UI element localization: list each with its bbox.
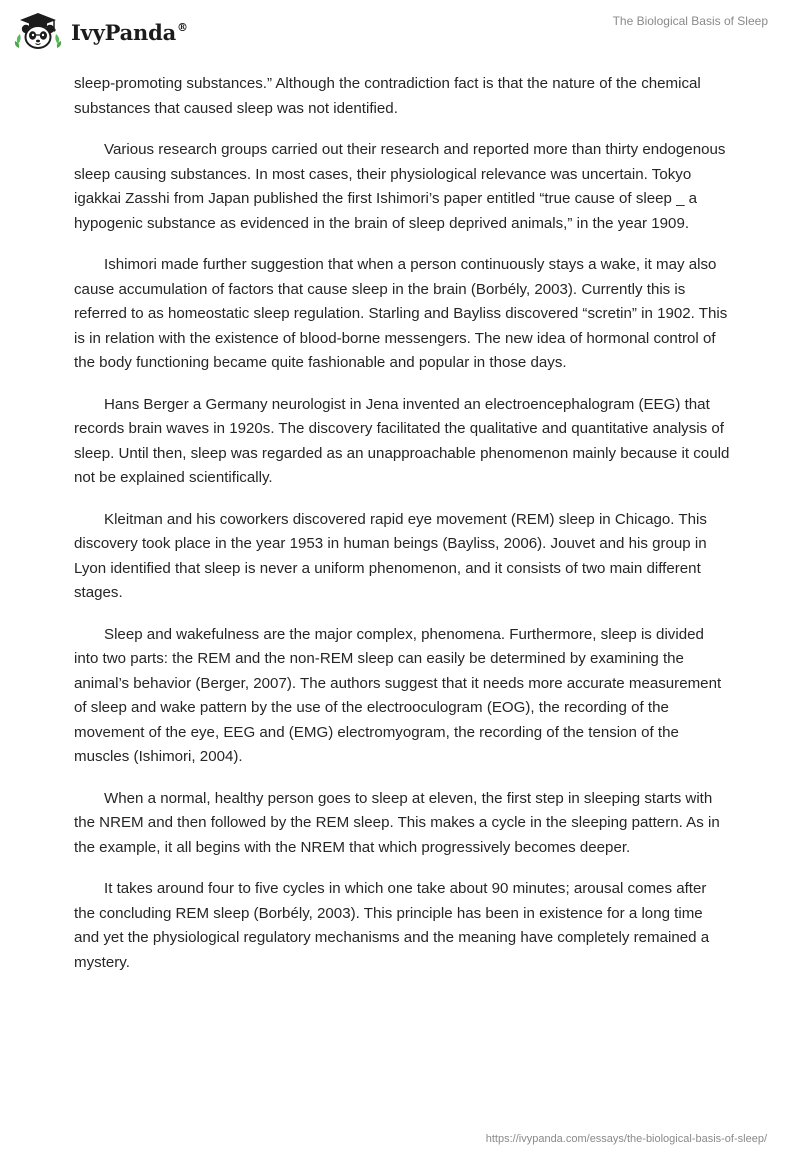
paragraph: sleep-promoting substances.” Although the contradiction fact is that the nature of the chemical substances that caused sleep was not identified. (74, 75, 701, 117)
registered-mark: ® (177, 20, 188, 34)
paragraph: When a normal, healthy person goes to sleep at eleven, the first step in sleeping starts with the NREM and then followed by the REM sleep. This makes a cycle in the sleeping pattern. As in the example, it all begins with the NREM that which progressively becomes deeper. (74, 789, 720, 856)
paragraph: Sleep and wakefulness are the major complex, phenomena. Furthermore, sleep is divided into two parts: the REM and the non-REM sleep can easily be determined by examining the animal’s behavior (Berger, 2007). The authors suggest that it needs more accurate measurement of sleep and wake pattern by the use of the electrooculogram (EOG), the recording of the movement of the eye, EEG and (EMG) electromyogram, the recording of the tension of the muscles (Ishimori, 2004). (74, 625, 722, 765)
brand-name: IvyPanda® (71, 19, 188, 45)
page-title: The Biological Basis of Sleep (612, 14, 768, 28)
paragraph: Ishimori made further suggestion that when a person continuously stays a wake, it may also cause accumulation of factors that cause sleep in the brain (Borbély, 2003). Currently this is referred to as homeostatic sleep regulation. Starling and Bayliss discovered “scretin” in 1902. This is in relation with the existence of blood-borne messengers. The new idea of hormonal control of the body functioning became quite fashionable and popular in those days. (74, 256, 728, 371)
source-url[interactable]: https://ivypanda.com/essays/the-biological-basis-of-sleep/ (485, 1133, 767, 1145)
panda-graduate-icon (14, 10, 64, 52)
paragraph: Kleitman and his coworkers discovered rapid eye movement (REM) sleep in Chicago. This discovery took place in the year 1953 in human beings (Bayliss, 2006). Jouvet and his group in Lyon identified that sleep is never a uniform phenomenon, and it consists of two main different stages. (74, 510, 707, 601)
paragraph: Various research groups carried out their research and reported more than thirty endogenous sleep causing substances. In most cases, their physiological relevance was uncertain. Tokyo igakkai Zasshi from Japan published the first Ishimori’s paper entitled “true cause of sleep _ a hypogenic substance as evidenced in the brain of sleep deprived animals,” in the year 1909. (74, 141, 726, 232)
page-header (0, 0, 800, 60)
essay-body (74, 72, 730, 992)
paragraph: Hans Berger a Germany neurologist in Jena invented an electroencephalogram (EEG) that records brain waves in 1920s. The discovery facilitated the qualitative and quantitative analysis of sleep. Until then, sleep was regarded as an unapproachable phenomenon mainly because it could not be explained scientifically. (74, 395, 730, 486)
paragraph: It takes around four to five cycles in which one take about 90 minutes; arousal comes after the concluding REM sleep (Borbély, 2003). This principle has been in existence for a long time and yet the physiological regulatory mechanisms and the meaning have completely remained a mystery. (74, 880, 710, 971)
brand-logo[interactable] (14, 10, 188, 52)
